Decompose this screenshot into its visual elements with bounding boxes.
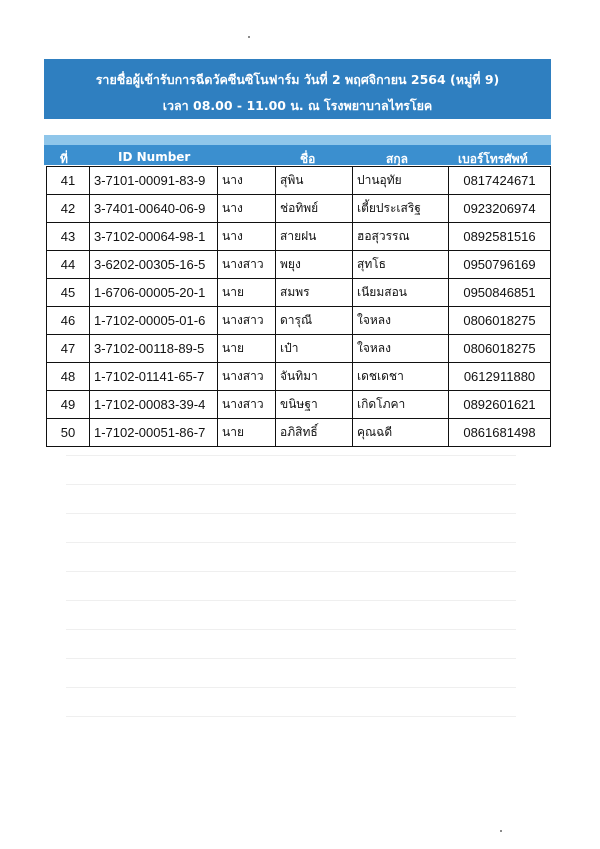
scan-speck [500,830,502,832]
row-first-name: ขนิษฐา [276,391,353,419]
title-banner [44,59,551,119]
table-row [47,335,551,363]
document-subtitle: เวลา 08.00 - 11.00 น. ณ โรงพยาบาลไทรโยค [162,98,433,113]
row-last-name: เกิดโภคา [353,391,449,419]
row-last-name: สุทโธ [353,251,449,279]
row-last-name: ปานอุทัย [353,167,449,195]
table-row [47,391,551,419]
row-id-number: 1-7102-00005-01-6 [90,307,218,335]
table-row [47,279,551,307]
header-first-name: ชื่อ [300,152,316,166]
row-id-number: 1-7102-01141-65-7 [90,363,218,391]
row-last-name: เตี้ยประเสริฐ [353,195,449,223]
row-first-name: สายฝน [276,223,353,251]
row-last-name: ใจหลง [353,307,449,335]
row-last-name: เนียมสอน [353,279,449,307]
header-no: ที่ [60,152,68,166]
table-row [47,167,551,195]
row-first-name: ช่อทิพย์ [276,195,353,223]
row-title: นางสาว [218,307,276,335]
row-first-name: สมพร [276,279,353,307]
row-title: นาย [218,335,276,363]
row-id-number: 1-7102-00083-39-4 [90,391,218,419]
row-phone: 0806018275 [449,307,551,335]
row-number: 49 [47,391,90,419]
table-row [47,251,551,279]
row-phone: 0950846851 [449,279,551,307]
table-body [47,167,551,447]
row-id-number: 3-7401-00640-06-9 [90,195,218,223]
row-id-number: 1-7102-00051-86-7 [90,419,218,447]
row-title: นาย [218,419,276,447]
scan-speck [248,36,250,38]
row-first-name: อภิสิทธิ์ [276,419,353,447]
header-id-number: ID Number [118,150,191,164]
row-last-name: เดชเดชา [353,363,449,391]
header-phone: เบอร์โทรศัพท์ [458,152,528,166]
document-title: รายชื่อผู้เข้ารับการฉีดวัคซีนซิโนฟาร์ม วันที่ 2 พฤศจิกายน 2564 (หมู่ที่ 9) [95,72,500,87]
table-row [47,419,551,447]
row-number: 44 [47,251,90,279]
row-phone: 0817424671 [449,167,551,195]
row-number: 47 [47,335,90,363]
table-row [47,223,551,251]
row-id-number: 3-7101-00091-83-9 [90,167,218,195]
row-id-number: 3-7102-00064-98-1 [90,223,218,251]
row-phone: 0861681498 [449,419,551,447]
row-title: นางสาว [218,391,276,419]
row-title: นาย [218,279,276,307]
row-first-name: สุพิน [276,167,353,195]
row-title: นาง [218,223,276,251]
row-first-name: จันทิมา [276,363,353,391]
row-number: 45 [47,279,90,307]
row-last-name: ใจหลง [353,335,449,363]
row-phone: 0612911880 [449,363,551,391]
header-last-name: สกุล [386,152,408,166]
row-title: นางสาว [218,251,276,279]
row-number: 46 [47,307,90,335]
row-title: นางสาว [218,363,276,391]
row-number: 43 [47,223,90,251]
row-number: 50 [47,419,90,447]
row-first-name: ดารุณี [276,307,353,335]
row-phone: 0892601621 [449,391,551,419]
bleed-through-shadow [66,455,516,745]
row-phone: 0950796169 [449,251,551,279]
row-phone: 0892581516 [449,223,551,251]
row-last-name: ฮอสุวรรณ [353,223,449,251]
table-row [47,363,551,391]
row-title: นาง [218,195,276,223]
row-id-number: 3-7102-00118-89-5 [90,335,218,363]
row-id-number: 1-6706-00005-20-1 [90,279,218,307]
row-number: 41 [47,167,90,195]
row-phone: 0806018275 [449,335,551,363]
table-header [44,135,551,165]
row-first-name: พยุง [276,251,353,279]
table-row [47,307,551,335]
row-title: นาง [218,167,276,195]
row-number: 48 [47,363,90,391]
row-phone: 0923206974 [449,195,551,223]
row-number: 42 [47,195,90,223]
row-id-number: 3-6202-00305-16-5 [90,251,218,279]
row-last-name: คุณฉดี [353,419,449,447]
table-row [47,195,551,223]
row-first-name: เป๋า [276,335,353,363]
vaccine-recipient-table [46,166,551,447]
